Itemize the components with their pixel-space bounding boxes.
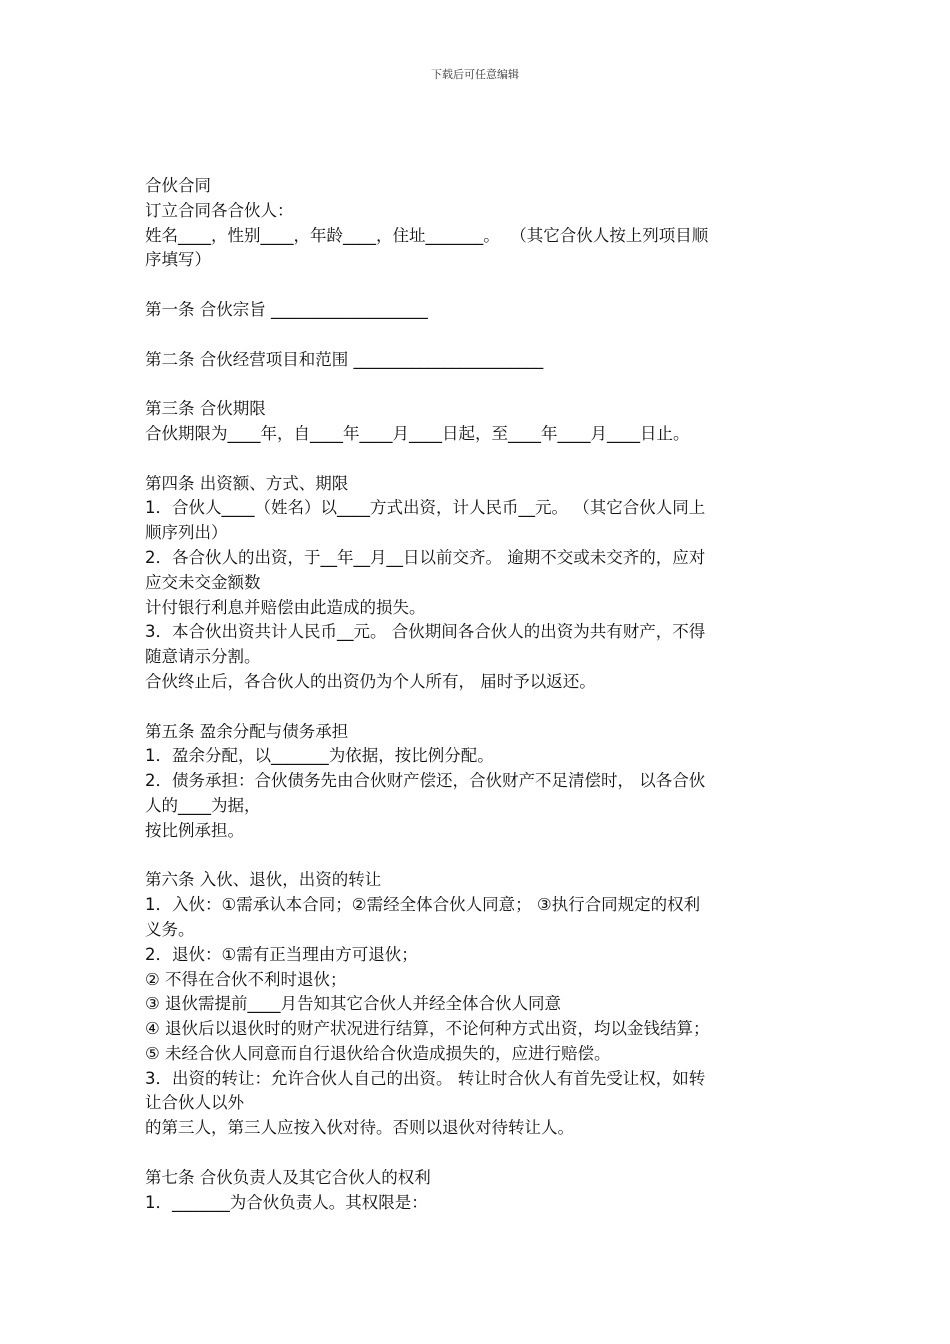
paragraph-gap (145, 447, 810, 472)
text-line: ④ 退伙后以退伙时的财产状况进行结算，不论何种方式出资，均以金钱结算； (145, 1019, 710, 1039)
text-line: 合伙终止后，各合伙人的出资仍为个人所有， 届时予以返还。 (145, 671, 596, 691)
document-title: 合伙合同 (145, 176, 211, 195)
text-line: 合伙期限为____年，自____年____月____日起，至____年____月____日止。 (145, 423, 690, 443)
article-heading: 第五条 盈余分配与债务承担 (145, 721, 349, 741)
page-header: 下载后可任意编辑 (431, 68, 519, 81)
paragraph-gap (145, 273, 810, 298)
text-line: 1．盈余分配，以_______为依据，按比例分配。 (145, 746, 494, 766)
text-line: 序填写） (145, 250, 211, 270)
text-line: 让合伙人以外 (145, 1093, 244, 1113)
text-line: 义务。 (145, 919, 195, 939)
text-line: 1．合伙人____（姓名）以____方式出资，计人民币__元。 （其它合伙人同上 (145, 498, 706, 518)
text-line: ② 不得在合伙不利时退伙； (145, 969, 347, 989)
article-heading: 第六条 入伙、退伙，出资的转让 (145, 870, 382, 890)
paragraph-gap (145, 1141, 810, 1166)
text-line: 随意请示分割。 (145, 647, 261, 667)
paragraph-gap (145, 695, 810, 720)
article-heading: 第七条 合伙负责人及其它合伙人的权利 (145, 1167, 431, 1187)
text-line: 1．_______为合伙负责人。其权限是： (145, 1192, 428, 1212)
article-heading: 第一条 合伙宗旨 ___________________ (145, 299, 428, 319)
text-line: 人的____为据， (145, 795, 261, 815)
article-heading: 第四条 出资额、方式、期限 (145, 473, 349, 493)
text-line: 的第三人，第三人应按入伙对待。否则以退伙对待转让人。 (145, 1118, 574, 1138)
text-line: 3．本合伙出资共计人民币__元。 合伙期间各合伙人的出资为共有财产，不得 (145, 622, 706, 642)
document-body (145, 174, 810, 1215)
text-line: 订立合同各合伙人： (145, 200, 294, 220)
text-line: ⑤ 未经合伙人同意而自行退伙给合伙造成损失的，应进行赔偿。 (145, 1043, 611, 1063)
text-line: 按比例承担。 (145, 820, 244, 840)
text-line: 顺序列出） (145, 523, 228, 543)
text-line: 1．入伙：①需承认本合同；②需经全体合伙人同意； ③执行合同规定的权利 (145, 895, 701, 915)
text-line: ③ 退伙需提前____月告知其它合伙人并经全体合伙人同意 (145, 994, 562, 1014)
paragraph-gap (145, 323, 810, 348)
text-line: 2．债务承担：合伙债务先由合伙财产偿还，合伙财产不足清偿时， 以各合伙 (145, 771, 706, 791)
text-line: 姓名____，性别____，年龄____，住址_______。 （其它合伙人按上列项目顺 (145, 225, 709, 245)
article-heading: 第二条 合伙经营项目和范围 _______________________ (145, 349, 544, 369)
paragraph-gap (145, 844, 810, 869)
text-line: 2．各合伙人的出资，于__年__月__日以前交齐。 逾期不交或未交齐的，应对 (145, 547, 706, 567)
text-line: 2．退伙：①需有正当理由方可退伙； (145, 944, 418, 964)
text-line: 计付银行利息并赔偿由此造成的损失。 (145, 597, 426, 617)
text-line: 应交未交金额数 (145, 572, 261, 592)
paragraph-gap (145, 372, 810, 397)
text-line: 3．出资的转让：允许合伙人自己的出资。 转让时合伙人有首先受让权，如转 (145, 1068, 706, 1088)
article-heading: 第三条 合伙期限 (145, 399, 266, 419)
